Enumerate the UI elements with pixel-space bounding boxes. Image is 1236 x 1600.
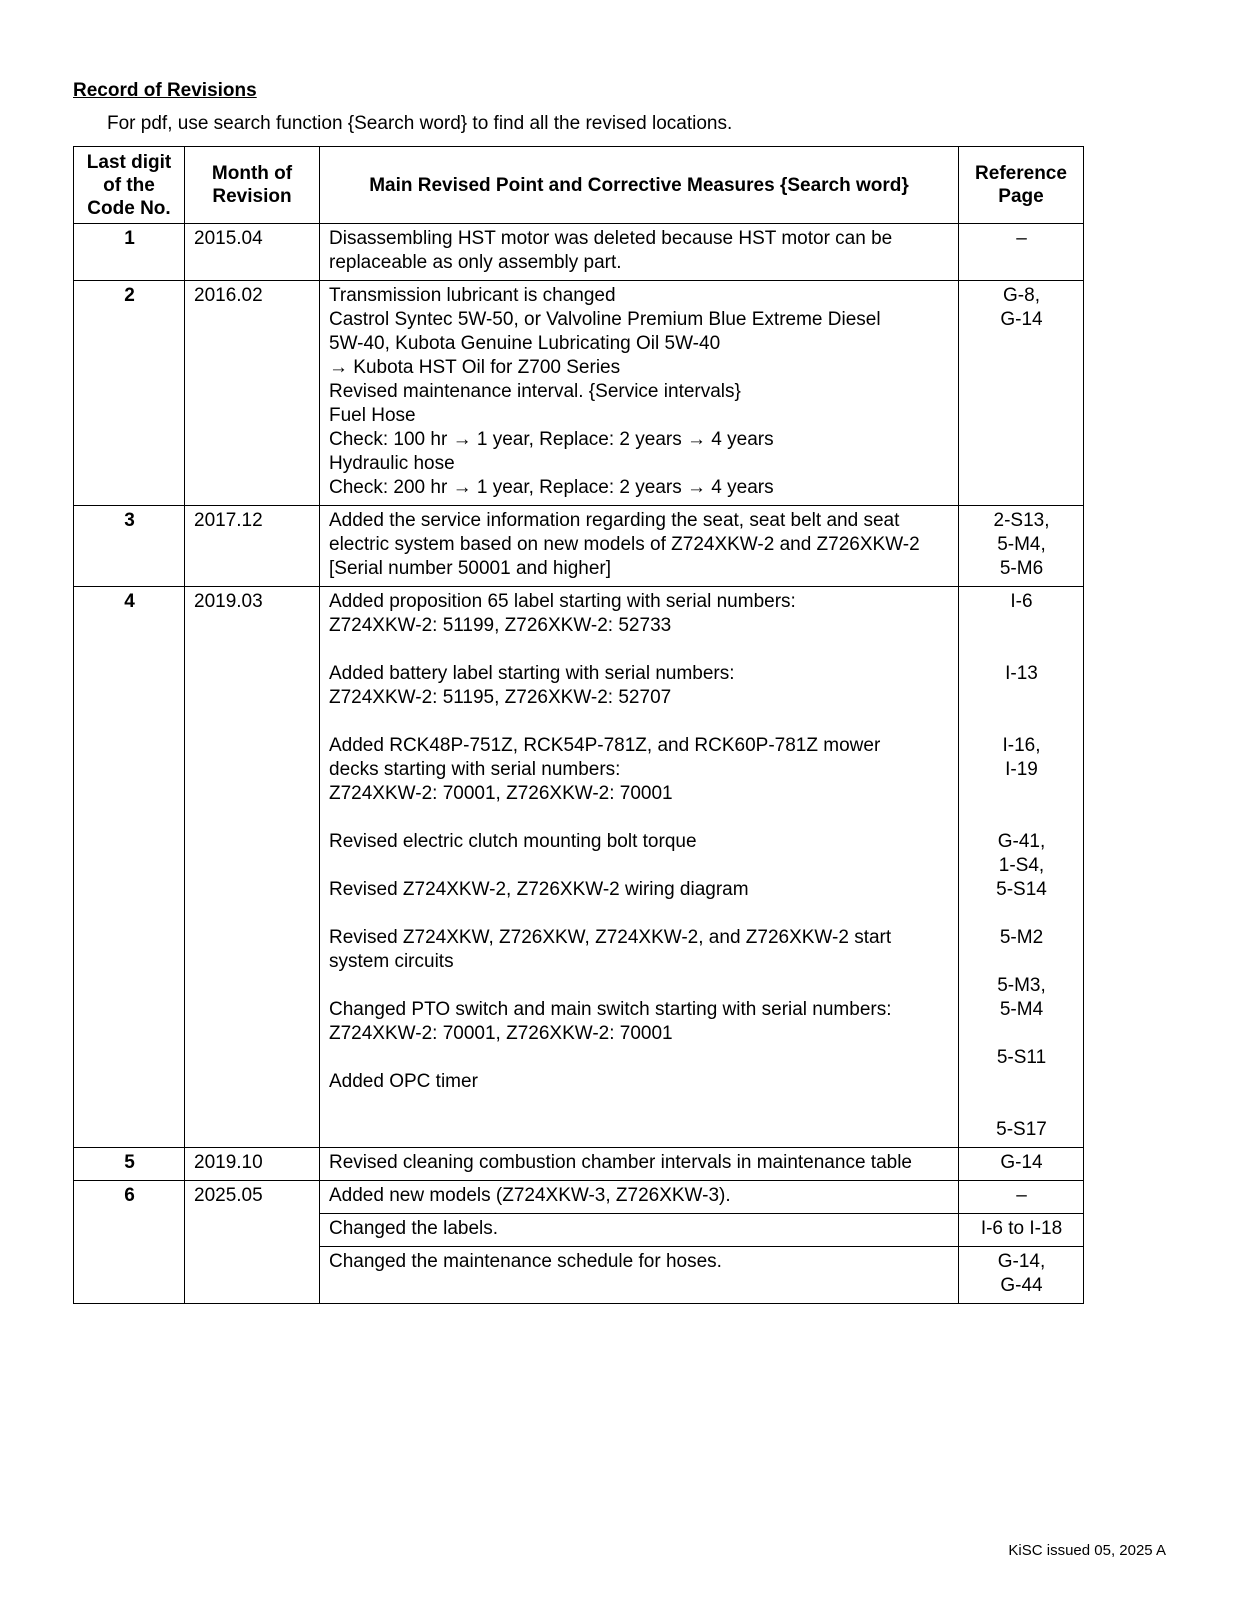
spacer [968,1070,1075,1094]
row-main [320,1148,959,1181]
reference-page: 5-M3, [997,975,1046,996]
spacer [968,1094,1075,1118]
row-month: 2019.10 [185,1148,320,1181]
header-code [74,147,185,224]
row-code: 4 [74,587,185,1148]
reference-page: 2-S13, [993,510,1050,531]
reference-page: 1-S4, [998,855,1045,876]
reference-page: G-44 [1000,1275,1043,1296]
spacer [329,902,950,926]
reference-page: I-16, [1002,735,1041,756]
spacer [329,806,950,830]
revision-text-line: Revised cleaning combustion chamber intervals in maintenance table [329,1152,912,1173]
header-ref-line: Reference [975,163,1067,184]
row-main [320,506,959,587]
reference-page: 5-S11 [996,1047,1047,1068]
revisions-body [74,224,1084,1304]
reference-page: 5-M2 [999,927,1044,948]
footer-issue: KiSC issued 05, 2025 A [1008,1542,1166,1559]
header-month [185,147,320,224]
reference-page: I-13 [1005,663,1038,684]
spacer [329,1046,950,1070]
row-ref [959,224,1084,281]
reference-page: I-6 [1010,591,1033,612]
intro-text: For pdf, use search function {Search word} to find all the revised locations. [107,113,733,134]
reference-page: 5-M6 [999,558,1044,579]
revision-text-line: electric system based on new models of Z724XKW-2 and Z726XKW-2 [329,534,920,555]
revision-text-line: Added RCK48P-751Z, RCK54P-781Z, and RCK60P-781Z mower [329,735,881,756]
row-ref [959,1181,1084,1214]
revision-text-line: Added OPC timer [329,1071,478,1092]
table-row [74,1148,1084,1181]
spacer [329,638,950,662]
header-month-line: Month of [211,163,293,184]
header-row [74,147,1084,224]
header-ref [959,147,1084,224]
revision-text-line: Disassembling HST motor was deleted because HST motor can be [329,228,893,249]
header-ref-line: Page [998,186,1044,207]
revision-text-line: system circuits [329,951,454,972]
reference-page: G-41, [997,831,1046,852]
row-ref [959,506,1084,587]
row-ref [959,1214,1084,1247]
spacer [968,950,1075,974]
revision-text-line: Fuel Hose [329,405,416,426]
row-month: 2015.04 [185,224,320,281]
revision-text-line: decks starting with serial numbers: [329,759,621,780]
header-code-line: Last digit [86,151,172,173]
row-main [320,1247,959,1304]
revision-text-line: Added new models (Z724XKW-3, Z726XKW-3). [329,1185,731,1206]
reference-page: – [1016,1185,1027,1206]
revision-text-line: replaceable as only assembly part. [329,252,622,273]
revision-text-line: Z724XKW-2: 51199, Z726XKW-2: 52733 [329,615,672,636]
revision-text-line: Hydraulic hose [329,453,455,474]
row-month: 2016.02 [185,281,320,506]
spacer [968,638,1075,662]
revision-text-line: Revised electric clutch mounting bolt torque [329,831,697,852]
header-code-line: of the [103,174,155,196]
revision-text-line: 5W-40, Kubota Genuine Lubricating Oil 5W-40 [329,333,721,354]
spacer [968,686,1075,710]
revision-text-line: Z724XKW-2: 70001, Z726XKW-2: 70001 [329,783,673,804]
revision-text-line: Castrol Syntec 5W-50, or Valvoline Premium Blue Extreme Diesel [329,309,881,330]
reference-page: – [1016,228,1027,249]
header-month-line: Revision [212,186,292,207]
row-ref [959,1247,1084,1304]
reference-page: 5-M4, [997,534,1046,555]
reference-page: 5-S17 [996,1119,1047,1140]
revision-text-line: [Serial number 50001 and higher] [329,558,612,579]
row-code: 2 [74,281,185,506]
revision-text-line: Changed the labels. [329,1218,499,1239]
header-code-line: Code No. [87,197,171,219]
revision-text-line: Added proposition 65 label starting with serial numbers: [329,591,796,612]
row-code: 1 [74,224,185,281]
revision-text-line: Changed the maintenance schedule for hoses. [329,1251,722,1272]
reference-page: I-19 [1005,759,1038,780]
reference-page: G-14 [1000,1152,1043,1173]
table-row [74,587,1084,1148]
revision-text-line: Z724XKW-2: 51195, Z726XKW-2: 52707 [329,687,672,708]
reference-page: 5-S14 [996,879,1047,900]
revision-text-line: Check: 100 hr → 1 year, Replace: 2 years → 4 years [329,429,774,450]
revision-text-line: Z724XKW-2: 70001, Z726XKW-2: 70001 [329,1023,673,1044]
table-row [74,281,1084,506]
revision-text-line: Added battery label starting with serial numbers: [329,663,735,684]
spacer [329,974,950,998]
row-month: 2025.05 [185,1181,320,1304]
row-month: 2019.03 [185,587,320,1148]
row-code: 6 [74,1181,185,1304]
revision-text-line: Changed PTO switch and main switch starting with serial numbers: [329,999,892,1020]
table-row [74,1181,1084,1214]
spacer [968,614,1075,638]
spacer [968,902,1075,926]
spacer [968,1022,1075,1046]
row-ref [959,1148,1084,1181]
revision-text-line: → Kubota HST Oil for Z700 Series [329,357,621,378]
revision-text-line: Check: 200 hr → 1 year, Replace: 2 years → 4 years [329,477,774,498]
revision-text-line: Added the service information regarding the seat, seat belt and seat [329,510,900,531]
header-main: Main Revised Point and Corrective Measures {Search word} [320,147,959,224]
table-row [74,224,1084,281]
row-main [320,224,959,281]
spacer [329,854,950,878]
reference-page: G-14 [1000,309,1043,330]
row-main [320,1181,959,1214]
reference-page: G-14, [997,1251,1046,1272]
spacer [329,710,950,734]
row-ref [959,587,1084,1148]
reference-page: 5-M4 [999,999,1044,1020]
row-code: 5 [74,1148,185,1181]
spacer [968,710,1075,734]
reference-page: I-6 to I-18 [980,1218,1063,1239]
spacer [968,782,1075,806]
table-row [74,506,1084,587]
revisions-table [73,146,1084,1304]
reference-page: G-8, [1003,285,1040,306]
spacer [968,806,1075,830]
row-main [320,1214,959,1247]
row-ref [959,281,1084,506]
page-title: Record of Revisions [73,80,257,101]
revision-text-line: Transmission lubricant is changed [329,285,616,306]
row-main [320,281,959,506]
row-main [320,587,959,1148]
revision-text-line: Revised Z724XKW, Z726XKW, Z724XKW-2, and Z726XKW-2 start [329,927,892,948]
row-code: 3 [74,506,185,587]
row-month: 2017.12 [185,506,320,587]
revision-text-line: Revised maintenance interval. {Service intervals} [329,381,741,402]
revision-text-line: Revised Z724XKW-2, Z726XKW-2 wiring diagram [329,879,749,900]
